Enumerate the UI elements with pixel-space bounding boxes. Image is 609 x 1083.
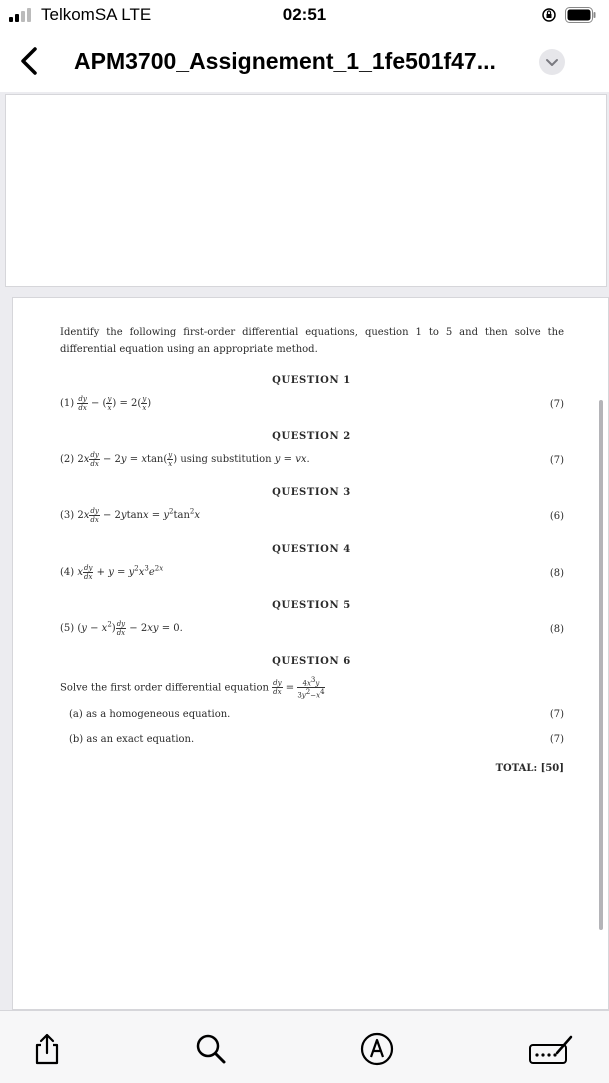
battery-icon [565,7,596,23]
clock: 02:51 [282,5,327,24]
question-marks: (8) [549,624,564,635]
question-2-equation: (2) 2x $\frac{dy}{dx}$ − 2y = xtan( $\frac{y}{x}$ ) using substitution y = vx. [60,451,310,468]
chevron-down-icon [539,49,565,75]
question-text: Solve the first order differential equation [60,682,269,694]
question-number: (5) [60,623,75,634]
question-number: (4) [60,567,75,578]
question-marks: (7) [549,399,564,410]
question-6-statement: Solve the first order differential equation $\frac{dy}{dx}$ = $\frac{4x^3y}{3y^2-x^4}$ [60,676,325,700]
part-b [69,734,194,745]
question-1-equation: (1) $\frac{dy}{dx}$ − ( $\frac{y}{x}$ ) = 2( $\frac{y}{x}$ ) [60,395,152,412]
question-marks: (7) [549,734,564,745]
question-heading: QUESTION 4 [272,544,351,555]
question-heading: QUESTION 2 [272,431,351,442]
document-page [12,297,609,1010]
scrollbar[interactable] [599,400,603,930]
substitution-text: using substitution [180,454,272,465]
question-3-equation: (3) 2x $\frac{dy}{dx}$ − $2ytanx = y^2\tan^2x$ [60,507,201,524]
previous-page [5,94,607,287]
bottom-toolbar [0,1010,609,1083]
question-4-equation: (4) x $\frac{dy}{dx}$ + $y = y^2x^3e^{2x}$ [60,564,164,581]
question-heading: QUESTION 3 [272,487,351,498]
keyboard-edit-icon[interactable] [527,1031,575,1067]
search-icon[interactable] [193,1031,229,1067]
question-number: (2) [60,454,75,465]
question-number: (1) [60,398,75,409]
question-5-equation: (5) $(y - x^2)$ $\frac{dy}{dx}$ − 2xy = 0. [60,620,183,637]
navigation-bar [0,32,609,92]
question-marks: (6) [549,511,564,522]
question-marks: (7) [549,455,564,466]
question-marks: (8) [549,568,564,579]
title-menu-button[interactable] [539,49,565,75]
part-label: (b) [69,734,84,745]
part-text: as a homogeneous equation. [85,709,231,720]
question-heading: QUESTION 1 [272,375,351,386]
question-number: (3) [60,510,75,521]
part-label: (a) [69,709,83,720]
carrier-label: TelkomSA LTE [41,5,152,24]
intro-text: Identify the following first-order differential equations, question 1 to 5 and then solve the differential equation using an appropriate method. [60,327,564,355]
total-marks: TOTAL: [50] [495,763,564,774]
document-title[interactable]: APM3700_Assignement_1_1fe501f47... [74,48,496,74]
markup-icon[interactable] [359,1031,395,1067]
question-heading: QUESTION 5 [272,600,351,611]
share-icon[interactable] [29,1031,65,1067]
status-bar [0,0,609,32]
part-text: as an exact equation. [86,734,195,745]
part-a [69,709,230,720]
question-heading: QUESTION 6 [272,656,351,667]
question-marks: (7) [549,709,564,720]
back-icon[interactable] [15,45,43,77]
rotation-lock-icon [541,7,557,23]
